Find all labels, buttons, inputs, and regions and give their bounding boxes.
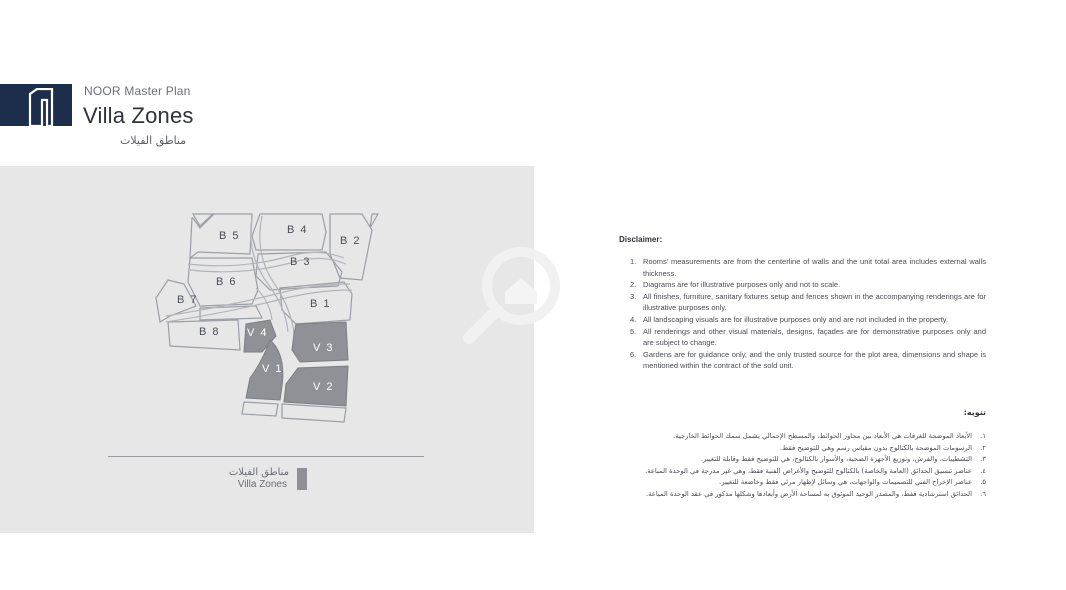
disclaimer-list: [630, 256, 986, 372]
zone-label-b8: B 8: [199, 326, 221, 338]
plan-parcel-b2: [330, 214, 372, 280]
disclaimer-item-text: All renderings and other visual materials, designs, façades are for demonstrative purposes only and are subject to change.: [643, 326, 986, 348]
plan-parcel-bottom-left: [242, 402, 278, 416]
zone-label-v2: V 2: [313, 381, 335, 393]
disclaimer-item-number: ٤.: [980, 466, 986, 475]
building-logo-icon: [28, 88, 54, 126]
zone-label-v3: V 3: [313, 342, 335, 354]
legend-label: Villa Zones: [237, 479, 287, 490]
disclaimer-item: [618, 431, 986, 443]
disclaimer-list-arabic: [618, 431, 986, 500]
disclaimer-item: [630, 349, 986, 372]
disclaimer-item-number: 4.: [630, 314, 637, 324]
disclaimer-item-number: ٢.: [980, 443, 986, 452]
zone-label-v4: V 4: [247, 327, 269, 339]
disclaimer-item-text: Diagrams are for illustrative purposes only and not to scale.: [643, 280, 841, 290]
legend-divider: [108, 456, 424, 457]
disclaimer-item-number: 3.: [630, 291, 637, 301]
plan-parcel-bottom-right: [282, 404, 346, 422]
disclaimer-item: [630, 326, 986, 349]
brand-subtitle: NOOR Master Plan: [84, 84, 191, 98]
disclaimer-item-number: ٦.: [980, 489, 986, 498]
disclaimer-item-text: عناصر الإخراج الفني للتصميمات والواجهات، هي وسائل لإظهار مرئي فقط وخاضعة للتغيير.: [719, 478, 972, 486]
disclaimer-item: [618, 454, 986, 466]
disclaimer-item-text: الرسومات الموضحة بالكتالوج بدون مقياس رسم وهي للتوضيح فقط.: [779, 443, 972, 452]
zone-label-b2: B 2: [340, 235, 362, 247]
disclaimer-item: [618, 489, 986, 501]
disclaimer-item-number: 1.: [630, 257, 637, 266]
zone-label-v1: V 1: [262, 363, 284, 375]
page-title: Villa Zones: [83, 103, 194, 128]
zone-label-b7: B 7: [177, 294, 199, 306]
brand-logo: [0, 84, 72, 126]
zone-label-b6: B 6: [216, 276, 238, 288]
disclaimer-title: Disclaimer:: [619, 235, 663, 244]
disclaimer-item: [630, 256, 986, 279]
zone-label-b4: B 4: [287, 224, 309, 236]
master-plan-panel: [0, 166, 534, 533]
disclaimer-item-number: 2.: [630, 280, 637, 290]
disclaimer-item: [618, 477, 986, 489]
plan-parcel-tip: [370, 214, 378, 228]
disclaimer-item-number: ١.: [980, 432, 986, 440]
zone-label-b3: B 3: [290, 256, 312, 268]
disclaimer-item-number: 5.: [630, 326, 637, 336]
disclaimer-item-text: التشطيبات، والفرش، وتوزيع الأجهزة الصحية، والأسوار بالكتالوج، هي للتوضيح فقط وقابلة للتغيير.: [700, 455, 972, 463]
disclaimer-item-text: الحدائق استرشادية فقط، والمصدر الوحيد الموثوق به لمساحة الأرض وأبعادها وشكلها مذكور في عقد الوحدة المباعة.: [645, 489, 972, 498]
disclaimer-item-number: 6.: [630, 349, 637, 359]
page-title-arabic: مناطق الفيلات: [120, 134, 187, 147]
disclaimer-item: [618, 443, 986, 455]
disclaimer-item: [618, 466, 986, 478]
disclaimer-item-text: عناصر تنسيق الحدائق (العامة والخاصة) بالكتالوج للتوضيح والأغراض الفنية فقط، وهي غير مدرجة في الوحدة المباعة.: [645, 466, 972, 475]
disclaimer-item: [630, 314, 986, 326]
legend-swatch: [297, 468, 307, 490]
legend-label-arabic: مناطق الفيلات: [228, 467, 289, 478]
disclaimer-item-text: Gardens are for guidance only, and the only trusted source for the plot area, dimensions and shape is mentioned within the contract of the sold unit.: [643, 349, 986, 371]
disclaimer-item-text: Rooms' measurements are from the centerline of walls and the unit total area includes external walls thickness.: [643, 257, 986, 278]
disclaimer-item-text: All finishes, furniture, sanitary fixtures setup and fences shown in the accompanying renderings are for illustrative purposes only.: [643, 291, 986, 313]
disclaimer-item: [630, 279, 986, 291]
search-watermark-icon: [455, 240, 565, 350]
disclaimer-item-text: الأبعاد الموضحة للغرفات هي الأبعاد بين محاور الحوائط، والمسطح الإجمالي يشمل سمك الحوائط الخارجية.: [673, 432, 972, 440]
disclaimer-item-number: ٥.: [980, 478, 986, 486]
zone-label-b1: B 1: [310, 298, 332, 310]
disclaimer-title-arabic: تنويه:: [963, 408, 986, 417]
disclaimer-item: [630, 291, 986, 314]
zone-label-b5: B 5: [219, 230, 241, 242]
disclaimer-item-text: All landscaping visuals are for illustrative purposes only and are not included in the property.: [643, 314, 949, 324]
disclaimer-item-number: ٣.: [980, 455, 986, 463]
